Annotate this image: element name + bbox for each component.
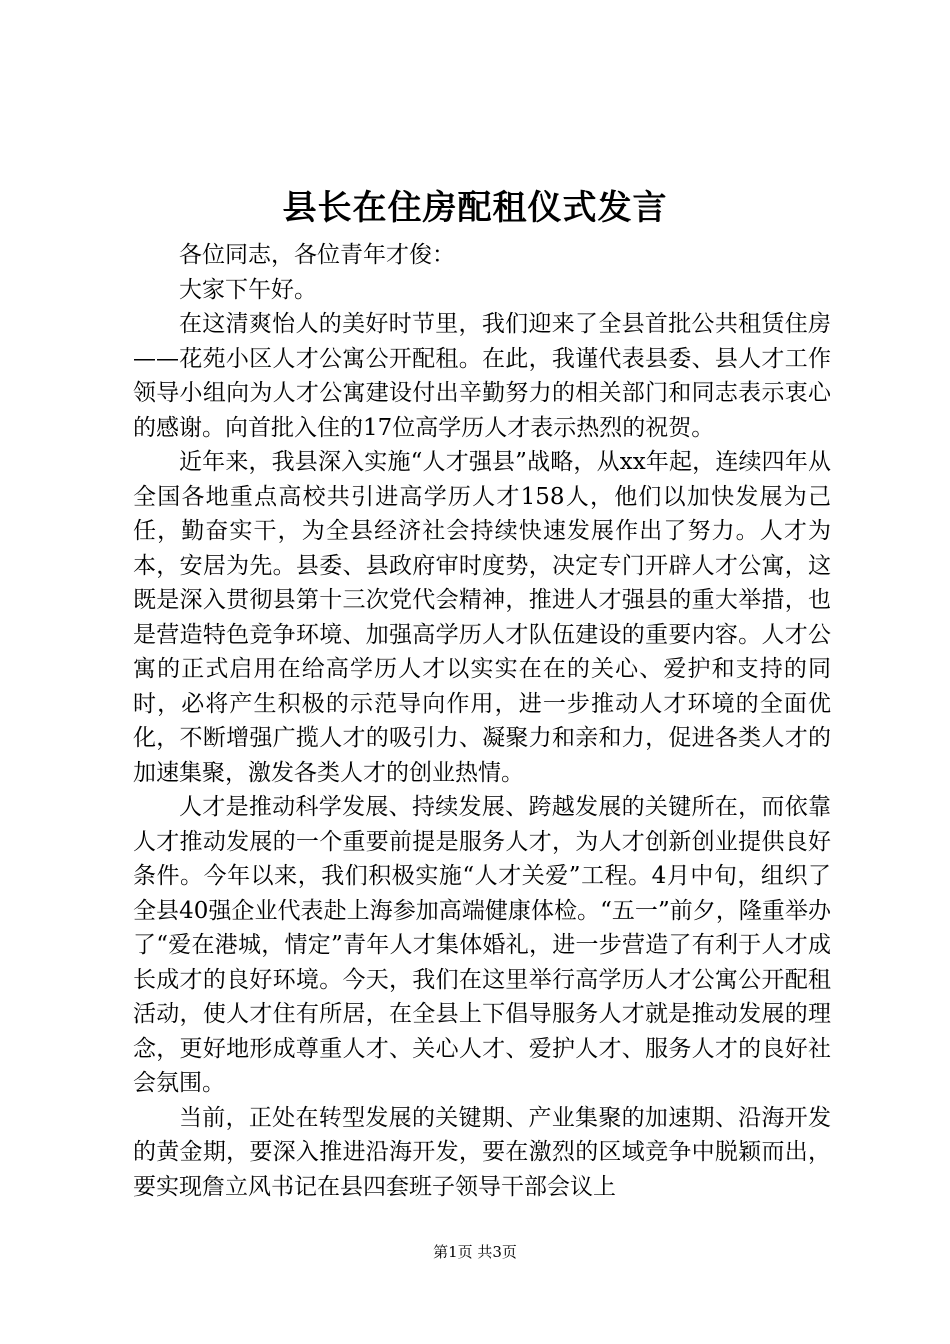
body-paragraph: 在这清爽怡人的美好时节里，我们迎来了全县首批公共租赁住房——花苑小区人才公寓公开配租。在此，我谨代表县委、县人才工作领导小组向为人才公寓建设付出辛勤努力的相关部门和同志表示衷心的感谢。向首批入住的17位高学历人才表示热烈的祝贺。: [133, 311, 831, 441]
body-paragraph: 当前，正处在转型发展的关键期、产业集聚的加速期、沿海开发的黄金期，要深入推进沿海开发，要在激烈的区域竞争中脱颖而出，要实现詹立风书记在县四套班子领导干部会议上: [133, 1104, 831, 1200]
body-paragraph: 人才是推动科学发展、持续发展、跨越发展的关键所在，而依靠人才推动发展的一个重要前提是服务人才，为人才创新创业提供良好条件。今年以来，我们积极实施“人才关爱”工程。4月中旬，组织了全县40强企业代表赴上海参加高端健康体检。“五一”前夕，隆重举办了“爱在港城，情定”青年人才集体婚礼，进一步营造了有利于人才成长成才的良好环境。今天，我们在这里举行高学历人才公寓公开配租活动，使人才住有所居，在全县上下倡导服务人才就是推动发展的理念，更好地形成尊重人才、关心人才、爱护人才、服务人才的良好社会氛围。: [133, 794, 831, 1096]
greeting-paragraph: 大家下午好。: [179, 276, 317, 303]
salutation-paragraph: 各位同志，各位青年才俊：: [179, 242, 455, 268]
body-paragraph: 近年来，我县深入实施“人才强县”战略，从xx年起，连续四年从全国各地重点高校共引进高学历人才158人，他们以加快发展为己任，勤奋实干，为全县经济社会持续快速发展作出了努力。人才为本，安居为先。县委、县政府审时度势，决定专门开辟人才公寓，这既是深入贯彻县第十三次党代会精神，推进人才强县的重大举措，也是营造特色竞争环境、加强高学历人才队伍建设的重要内容。人才公寓的正式启用在给高学历人才以实实在在的关心、爱护和支持的同时，必将产生积极的示范导向作用，进一步推动人才环境的全面优化，不断增强广揽人才的吸引力、凝聚力和亲和力，促进各类人才的加速集聚，激发各类人才的创业热情。: [133, 449, 831, 786]
page-footer: 第1页 共3页: [433, 1243, 517, 1261]
document-title: 县长在住房配租仪式发言: [282, 188, 668, 228]
document-body: [133, 238, 831, 1204]
